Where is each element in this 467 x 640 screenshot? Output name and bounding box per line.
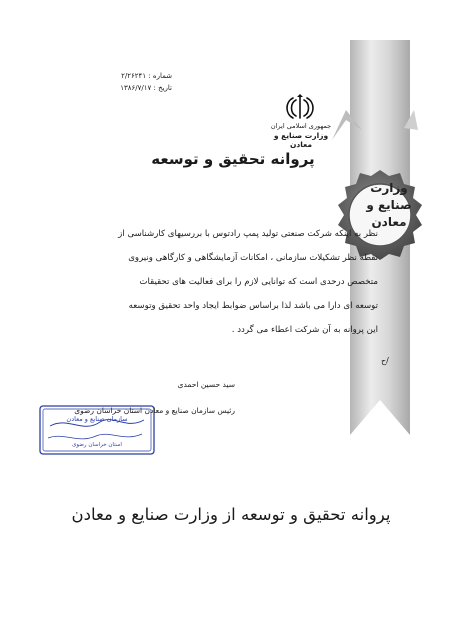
body-line: نظر به اینکه شرکت صنعتی تولید پمپ رادتوس با بررسیهای کارشناسی از: [118, 229, 378, 239]
seal-label: وزارت صنایع و معادن: [366, 181, 412, 229]
certificate-body: [58, 222, 378, 342]
document-meta: [82, 70, 172, 94]
signatory-role: رئیس سازمان صنایع و معادن استان خراسان رضوی: [74, 406, 235, 415]
government-name: جمهوری اسلامی ایران: [270, 122, 332, 130]
body-line: توسعه ای دارا می باشد لذا براساس ضوابط ایجاد واحد تحقیق وتوسعه: [128, 301, 378, 311]
document-number: شماره : ۲/۲۶۲۴۱: [121, 72, 172, 80]
reference-mark: /ح: [381, 356, 389, 365]
ministry-name: وزارت صنایع و معادن: [273, 131, 329, 149]
signatory-name: سید حسین احمدی: [177, 380, 235, 389]
footer-caption: پروانه تحقیق و توسعه از وزارت صنایع و معادن: [71, 505, 391, 524]
iran-emblem-icon: [275, 94, 325, 120]
body-line: نقطه نظر تشکیلات سازمانی ، امکانات آزمایشگاهی و کارگاهی ونیروی: [128, 253, 378, 263]
page-title: پروانه تحقیق و توسعه: [151, 150, 315, 168]
svg-text:سازمان صنایع و معادن: سازمان صنایع و معادن: [66, 415, 128, 423]
body-line: متخصص درحدی است که توانایی لازم را برای فعالیت های تحقیقات: [139, 277, 378, 287]
svg-text:استان خراسان رضوی: استان خراسان رضوی: [72, 442, 122, 448]
body-line: این پروانه به آن شرکت اعطاء می گردد .: [231, 325, 378, 335]
document-date: تاریخ : ۱۳۸۶/۷/۱۷: [120, 84, 172, 92]
